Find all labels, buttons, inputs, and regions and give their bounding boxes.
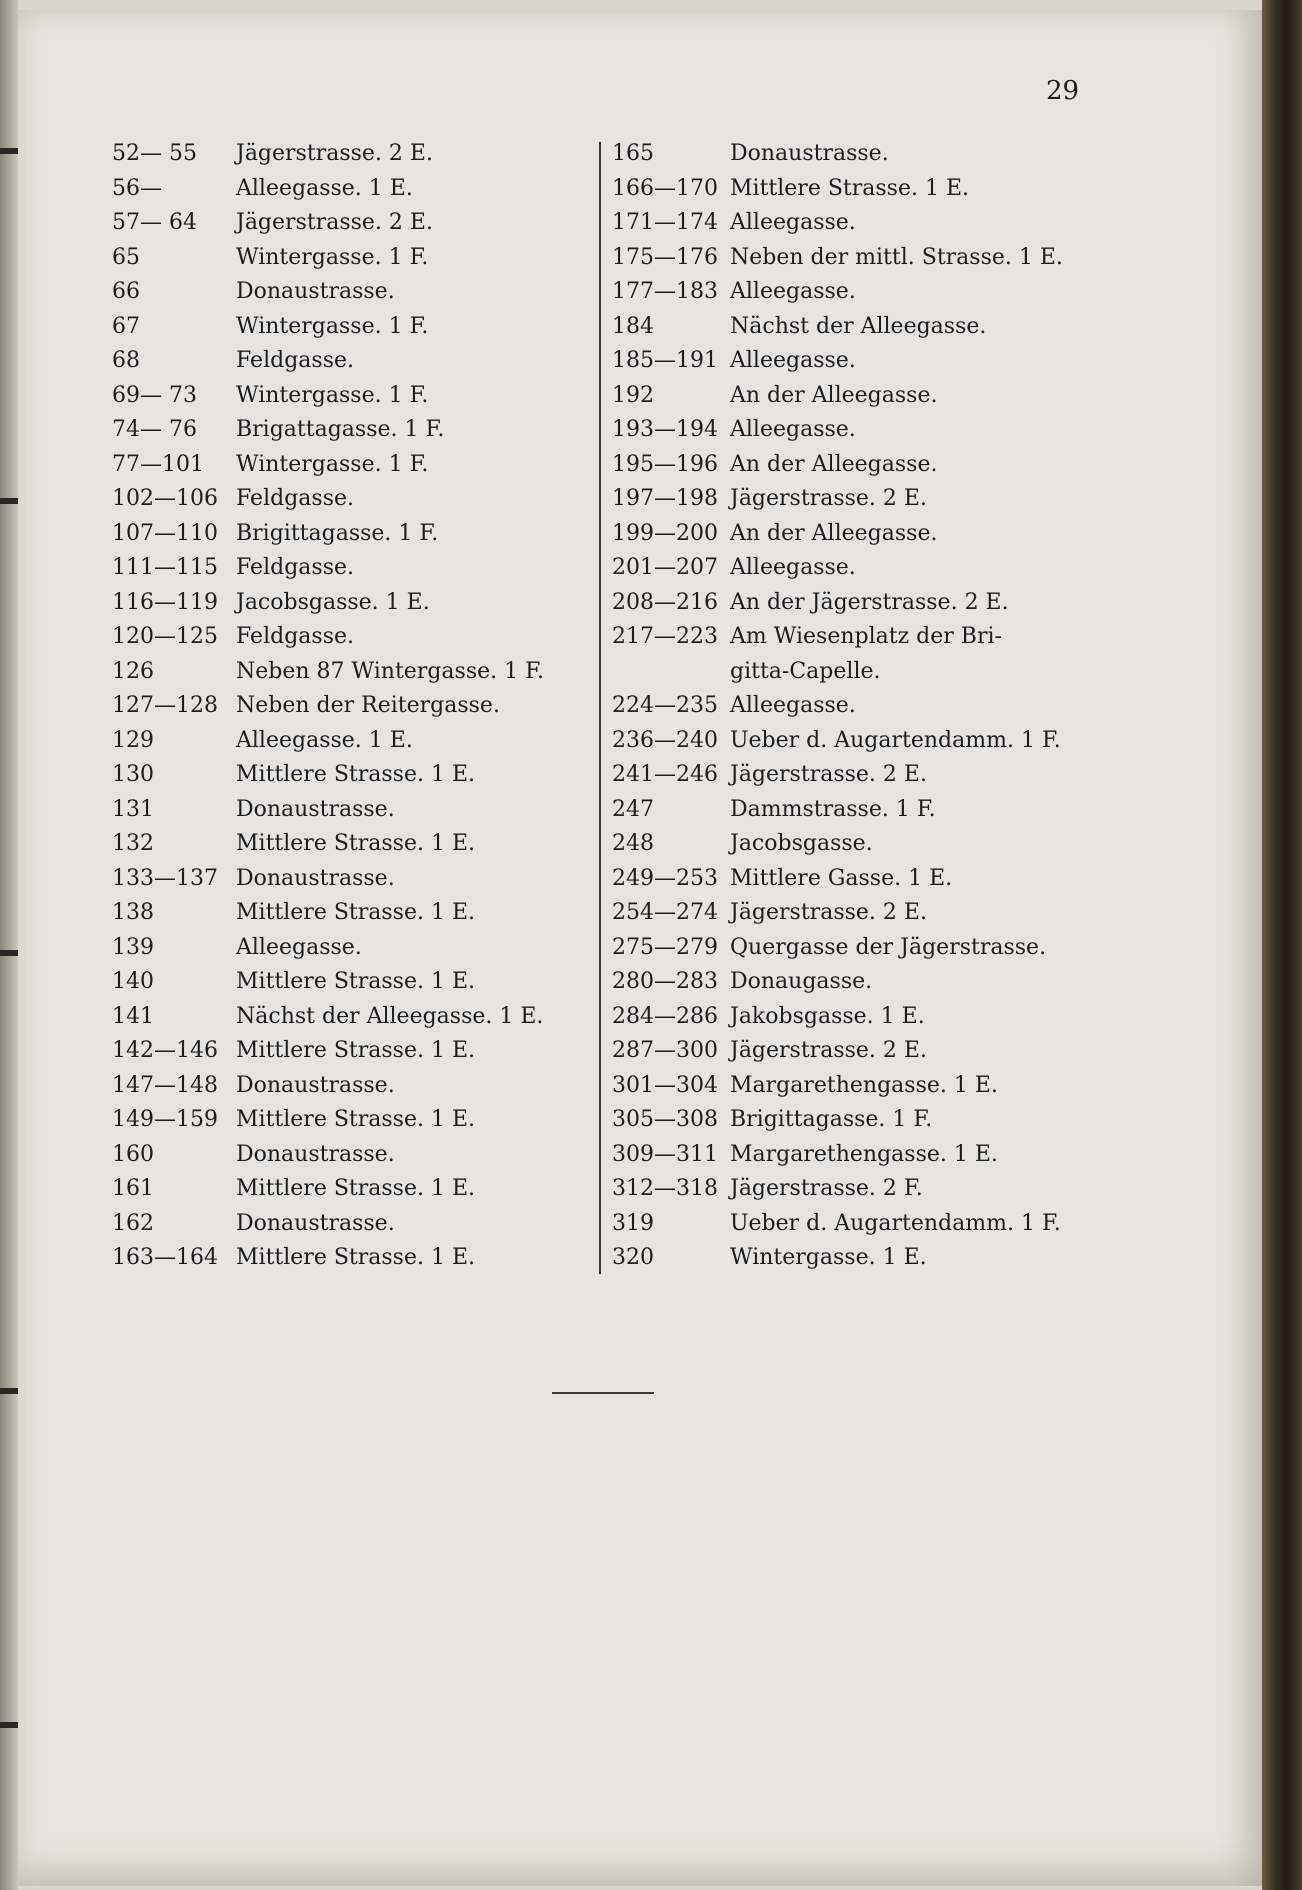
entry-number: 163—164 [112, 1245, 218, 1270]
entry-row [612, 896, 1092, 931]
entry-street: Wintergasse. 1 F. [236, 451, 429, 477]
entry-row [112, 724, 592, 759]
left-column [112, 137, 592, 1276]
entry-number: 65 [112, 244, 140, 270]
entry-number: 116—119 [112, 589, 218, 615]
entry-number: 193—194 [612, 417, 718, 442]
entry-street: An der Alleegasse. [730, 382, 938, 408]
entry-row [612, 620, 1092, 655]
page-number: 29 [1046, 76, 1080, 106]
entry-number: 141 [112, 1003, 154, 1029]
entry-row [612, 172, 1092, 207]
entry-row [112, 172, 592, 207]
entry-number: 208—216 [612, 589, 718, 615]
entry-street: Feldgasse. [236, 624, 354, 649]
entry-row [612, 862, 1092, 897]
entry-street: Jägerstrasse. 2 E. [730, 762, 927, 787]
entry-row [112, 1103, 592, 1138]
entry-number: 249—253 [612, 865, 718, 891]
entry-number: 149—159 [112, 1107, 218, 1132]
entry-street: Alleegasse. [730, 210, 856, 235]
entry-street: Donaustrasse. [236, 1141, 395, 1167]
entry-street: Donaustrasse. [236, 1072, 395, 1098]
entry-street: Alleegasse. [730, 693, 856, 718]
entry-row [112, 689, 592, 724]
entry-street: Wintergasse. 1 F. [236, 313, 429, 339]
entry-number: 102—106 [112, 486, 218, 511]
entry-street: Mittlere Strasse. 1 E. [236, 1245, 476, 1270]
entry-street: An der Alleegasse. [730, 520, 938, 546]
entry-row [112, 758, 592, 793]
entry-street: Mittlere Strasse. 1 E. [236, 762, 476, 787]
entry-number: 107—110 [112, 520, 218, 546]
entry-row [612, 827, 1092, 862]
entry-street: Quergasse der Jägerstrasse. [730, 934, 1047, 960]
entry-row [612, 689, 1092, 724]
entry-street: Donaustrasse. [236, 1210, 395, 1236]
entry-street: Jägerstrasse. 2 E. [730, 900, 927, 925]
entry-row [112, 413, 592, 448]
entry-street: Wintergasse. 1 E. [730, 1245, 927, 1270]
entry-number: 77—101 [112, 451, 204, 477]
entry-street: Margarethengasse. 1 E. [730, 1072, 998, 1098]
entry-number: 195—196 [612, 451, 718, 477]
entry-number: 130 [112, 762, 154, 787]
entry-street: Neben 87 Wintergasse. 1 F. [236, 658, 544, 684]
entry-street: Ueber d. Augartendamm. 1 F. [730, 1210, 1061, 1236]
entry-row [112, 1172, 592, 1207]
entry-row [612, 1241, 1092, 1276]
entry-street: Neben der mittl. Strasse. 1 E. [730, 244, 1063, 270]
entry-street: Mittlere Strasse. 1 E. [236, 900, 476, 925]
column-divider [599, 142, 601, 1274]
entry-street: Jägerstrasse. 2 E. [730, 1038, 927, 1063]
entry-row [612, 517, 1092, 552]
entry-number: 127—128 [112, 693, 218, 718]
entry-row [612, 137, 1092, 172]
entry-number: 197—198 [612, 486, 718, 511]
entry-row [612, 1103, 1092, 1138]
entry-street: An der Alleegasse. [730, 451, 938, 477]
entry-row [112, 827, 592, 862]
entry-row [612, 1069, 1092, 1104]
entry-number: 67 [112, 313, 140, 339]
entry-number: 74— 76 [112, 417, 197, 442]
entry-street: Wintergasse. 1 F. [236, 382, 429, 408]
entry-street: Brigittagasse. 1 F. [730, 1107, 933, 1132]
entry-row [112, 586, 592, 621]
entry-street: An der Jägerstrasse. 2 E. [730, 589, 1009, 615]
entry-row [112, 862, 592, 897]
entry-row [612, 206, 1092, 241]
entry-row [612, 413, 1092, 448]
entry-row [612, 551, 1092, 586]
entry-row [112, 517, 592, 552]
entry-street: Donaugasse. [730, 969, 873, 994]
entry-street: Donaustrasse. [236, 796, 395, 822]
entry-street: Brigittagasse. 1 F. [236, 520, 439, 546]
entry-street: Jägerstrasse. 2 E. [236, 210, 433, 235]
entry-street: Alleegasse. [730, 417, 856, 442]
end-rule [552, 1392, 654, 1394]
entry-street: Jacobsgasse. [730, 831, 873, 856]
entry-street: Donaustrasse. [236, 865, 395, 891]
entry-street: Alleegasse. [730, 348, 856, 373]
entry-row [112, 1034, 592, 1069]
entry-row [612, 758, 1092, 793]
entry-row [612, 275, 1092, 310]
entry-street: Mittlere Strasse. 1 E. [730, 175, 970, 201]
entry-row [112, 793, 592, 828]
entry-street: Jakobsgasse. 1 E. [730, 1003, 925, 1029]
entry-number: 217—223 [612, 624, 718, 649]
entry-row [112, 931, 592, 966]
entry-number: 305—308 [612, 1107, 718, 1132]
entry-number: 140 [112, 969, 154, 994]
entry-number: 192 [612, 382, 654, 408]
entry-row [612, 448, 1092, 483]
entry-street: Brigattagasse. 1 F. [236, 417, 445, 442]
entry-street: Nächst der Alleegasse. 1 E. [236, 1003, 544, 1029]
entry-street: Margarethengasse. 1 E. [730, 1141, 998, 1167]
entry-number: 312—318 [612, 1176, 718, 1201]
entry-number: 177—183 [612, 279, 718, 304]
entry-street: Dammstrasse. 1 F. [730, 796, 936, 822]
entry-number: 126 [112, 658, 154, 684]
entry-number: 275—279 [612, 934, 718, 960]
entry-row [112, 344, 592, 379]
entry-number: 131 [112, 796, 154, 822]
entry-street: Mittlere Strasse. 1 E. [236, 1107, 476, 1132]
entry-number: 66 [112, 279, 140, 304]
entry-row [612, 655, 1092, 690]
entry-row [112, 206, 592, 241]
entry-number: 248 [612, 831, 654, 856]
entry-street: Alleegasse. [730, 279, 856, 304]
entry-row [612, 1207, 1092, 1242]
entry-number: 120—125 [112, 624, 218, 649]
entry-street: Neben der Reitergasse. [236, 693, 500, 718]
entry-row [112, 1138, 592, 1173]
page-edge [1262, 0, 1302, 1890]
entry-street: Jägerstrasse. 2 E. [730, 486, 927, 511]
entry-street: Mittlere Strasse. 1 E. [236, 831, 476, 856]
entry-number: 319 [612, 1210, 654, 1236]
entry-number: 68 [112, 348, 140, 373]
entry-number: 69— 73 [112, 382, 197, 408]
entry-number: 309—311 [612, 1141, 718, 1167]
entry-row [112, 1207, 592, 1242]
entry-row [112, 1241, 592, 1276]
entry-row [612, 1172, 1092, 1207]
entry-row [612, 1034, 1092, 1069]
entry-street: Alleegasse. 1 E. [236, 727, 413, 753]
entry-row [612, 379, 1092, 414]
entry-row [612, 793, 1092, 828]
entry-number: 166—170 [612, 175, 718, 201]
entry-row [612, 586, 1092, 621]
entry-number: 56— [112, 175, 162, 201]
entry-street: Alleegasse. [730, 555, 856, 580]
entry-street: Feldgasse. [236, 348, 354, 373]
entry-number: 287—300 [612, 1038, 718, 1063]
entry-number: 162 [112, 1210, 154, 1236]
entry-number: 160 [112, 1141, 154, 1167]
entry-street: Donaustrasse. [730, 141, 889, 166]
entry-street: Jägerstrasse. 2 F. [730, 1176, 923, 1201]
entry-street: Mittlere Strasse. 1 E. [236, 969, 476, 994]
entry-row [612, 241, 1092, 276]
entry-row [612, 1138, 1092, 1173]
entry-number: 161 [112, 1176, 154, 1201]
entry-row [112, 241, 592, 276]
entry-number: 147—148 [112, 1072, 218, 1098]
entry-street: Donaustrasse. [236, 279, 395, 304]
entry-street: Alleegasse. [236, 934, 362, 960]
entry-row [612, 724, 1092, 759]
entry-street: Ueber d. Augartendamm. 1 F. [730, 727, 1061, 753]
entry-row [612, 482, 1092, 517]
entry-row [612, 344, 1092, 379]
entry-row [612, 1000, 1092, 1035]
entry-number: 132 [112, 831, 154, 856]
entry-row [112, 620, 592, 655]
entry-street: Mittlere Strasse. 1 E. [236, 1176, 476, 1201]
entry-row [112, 655, 592, 690]
entry-number: 236—240 [612, 727, 718, 753]
entry-number: 320 [612, 1245, 654, 1270]
entry-number: 142—146 [112, 1038, 218, 1063]
entry-number: 247 [612, 796, 654, 822]
entry-street: Feldgasse. [236, 486, 354, 511]
entry-row [112, 551, 592, 586]
entry-row [112, 448, 592, 483]
entry-row [112, 896, 592, 931]
entry-street: Jacobsgasse. 1 E. [236, 589, 430, 615]
entry-row [112, 275, 592, 310]
entry-number: 301—304 [612, 1072, 718, 1098]
binding-edge [0, 0, 18, 1890]
entry-number: 138 [112, 900, 154, 925]
entry-row [612, 965, 1092, 1000]
entry-row [112, 1069, 592, 1104]
entry-row [112, 137, 592, 172]
entry-number: 133—137 [112, 865, 218, 891]
entry-street: Wintergasse. 1 F. [236, 244, 429, 270]
entry-street: Am Wiesenplatz der Bri- [730, 624, 1002, 649]
entry-row [112, 482, 592, 517]
entry-row [112, 1000, 592, 1035]
entry-row [112, 379, 592, 414]
entry-street: Nächst der Alleegasse. [730, 313, 987, 339]
entry-number: 241—246 [612, 762, 718, 787]
entry-number: 224—235 [612, 693, 718, 718]
entry-street: gitta-Capelle. [730, 658, 881, 684]
entry-street: Feldgasse. [236, 555, 354, 580]
entry-row [612, 931, 1092, 966]
entry-number: 201—207 [612, 555, 718, 580]
entry-number: 57— 64 [112, 210, 197, 235]
entry-number: 165 [612, 141, 654, 166]
entry-number: 185—191 [612, 348, 718, 373]
entry-number: 184 [612, 313, 654, 339]
entry-number: 111—115 [112, 555, 218, 580]
entry-street: Alleegasse. 1 E. [236, 175, 413, 201]
right-column [612, 137, 1092, 1276]
entry-number: 129 [112, 727, 154, 753]
entry-row [112, 965, 592, 1000]
entry-row [112, 310, 592, 345]
entry-street: Jägerstrasse. 2 E. [236, 141, 433, 166]
entry-number: 199—200 [612, 520, 718, 546]
entry-street: Mittlere Strasse. 1 E. [236, 1038, 476, 1063]
entry-number: 254—274 [612, 900, 718, 925]
entry-number: 280—283 [612, 969, 718, 994]
entry-number: 139 [112, 934, 154, 960]
entry-number: 171—174 [612, 210, 718, 235]
entry-street: Mittlere Gasse. 1 E. [730, 865, 953, 891]
entry-number: 175—176 [612, 244, 718, 270]
entry-number: 284—286 [612, 1003, 718, 1029]
entry-row [612, 310, 1092, 345]
entry-number: 52— 55 [112, 141, 197, 166]
